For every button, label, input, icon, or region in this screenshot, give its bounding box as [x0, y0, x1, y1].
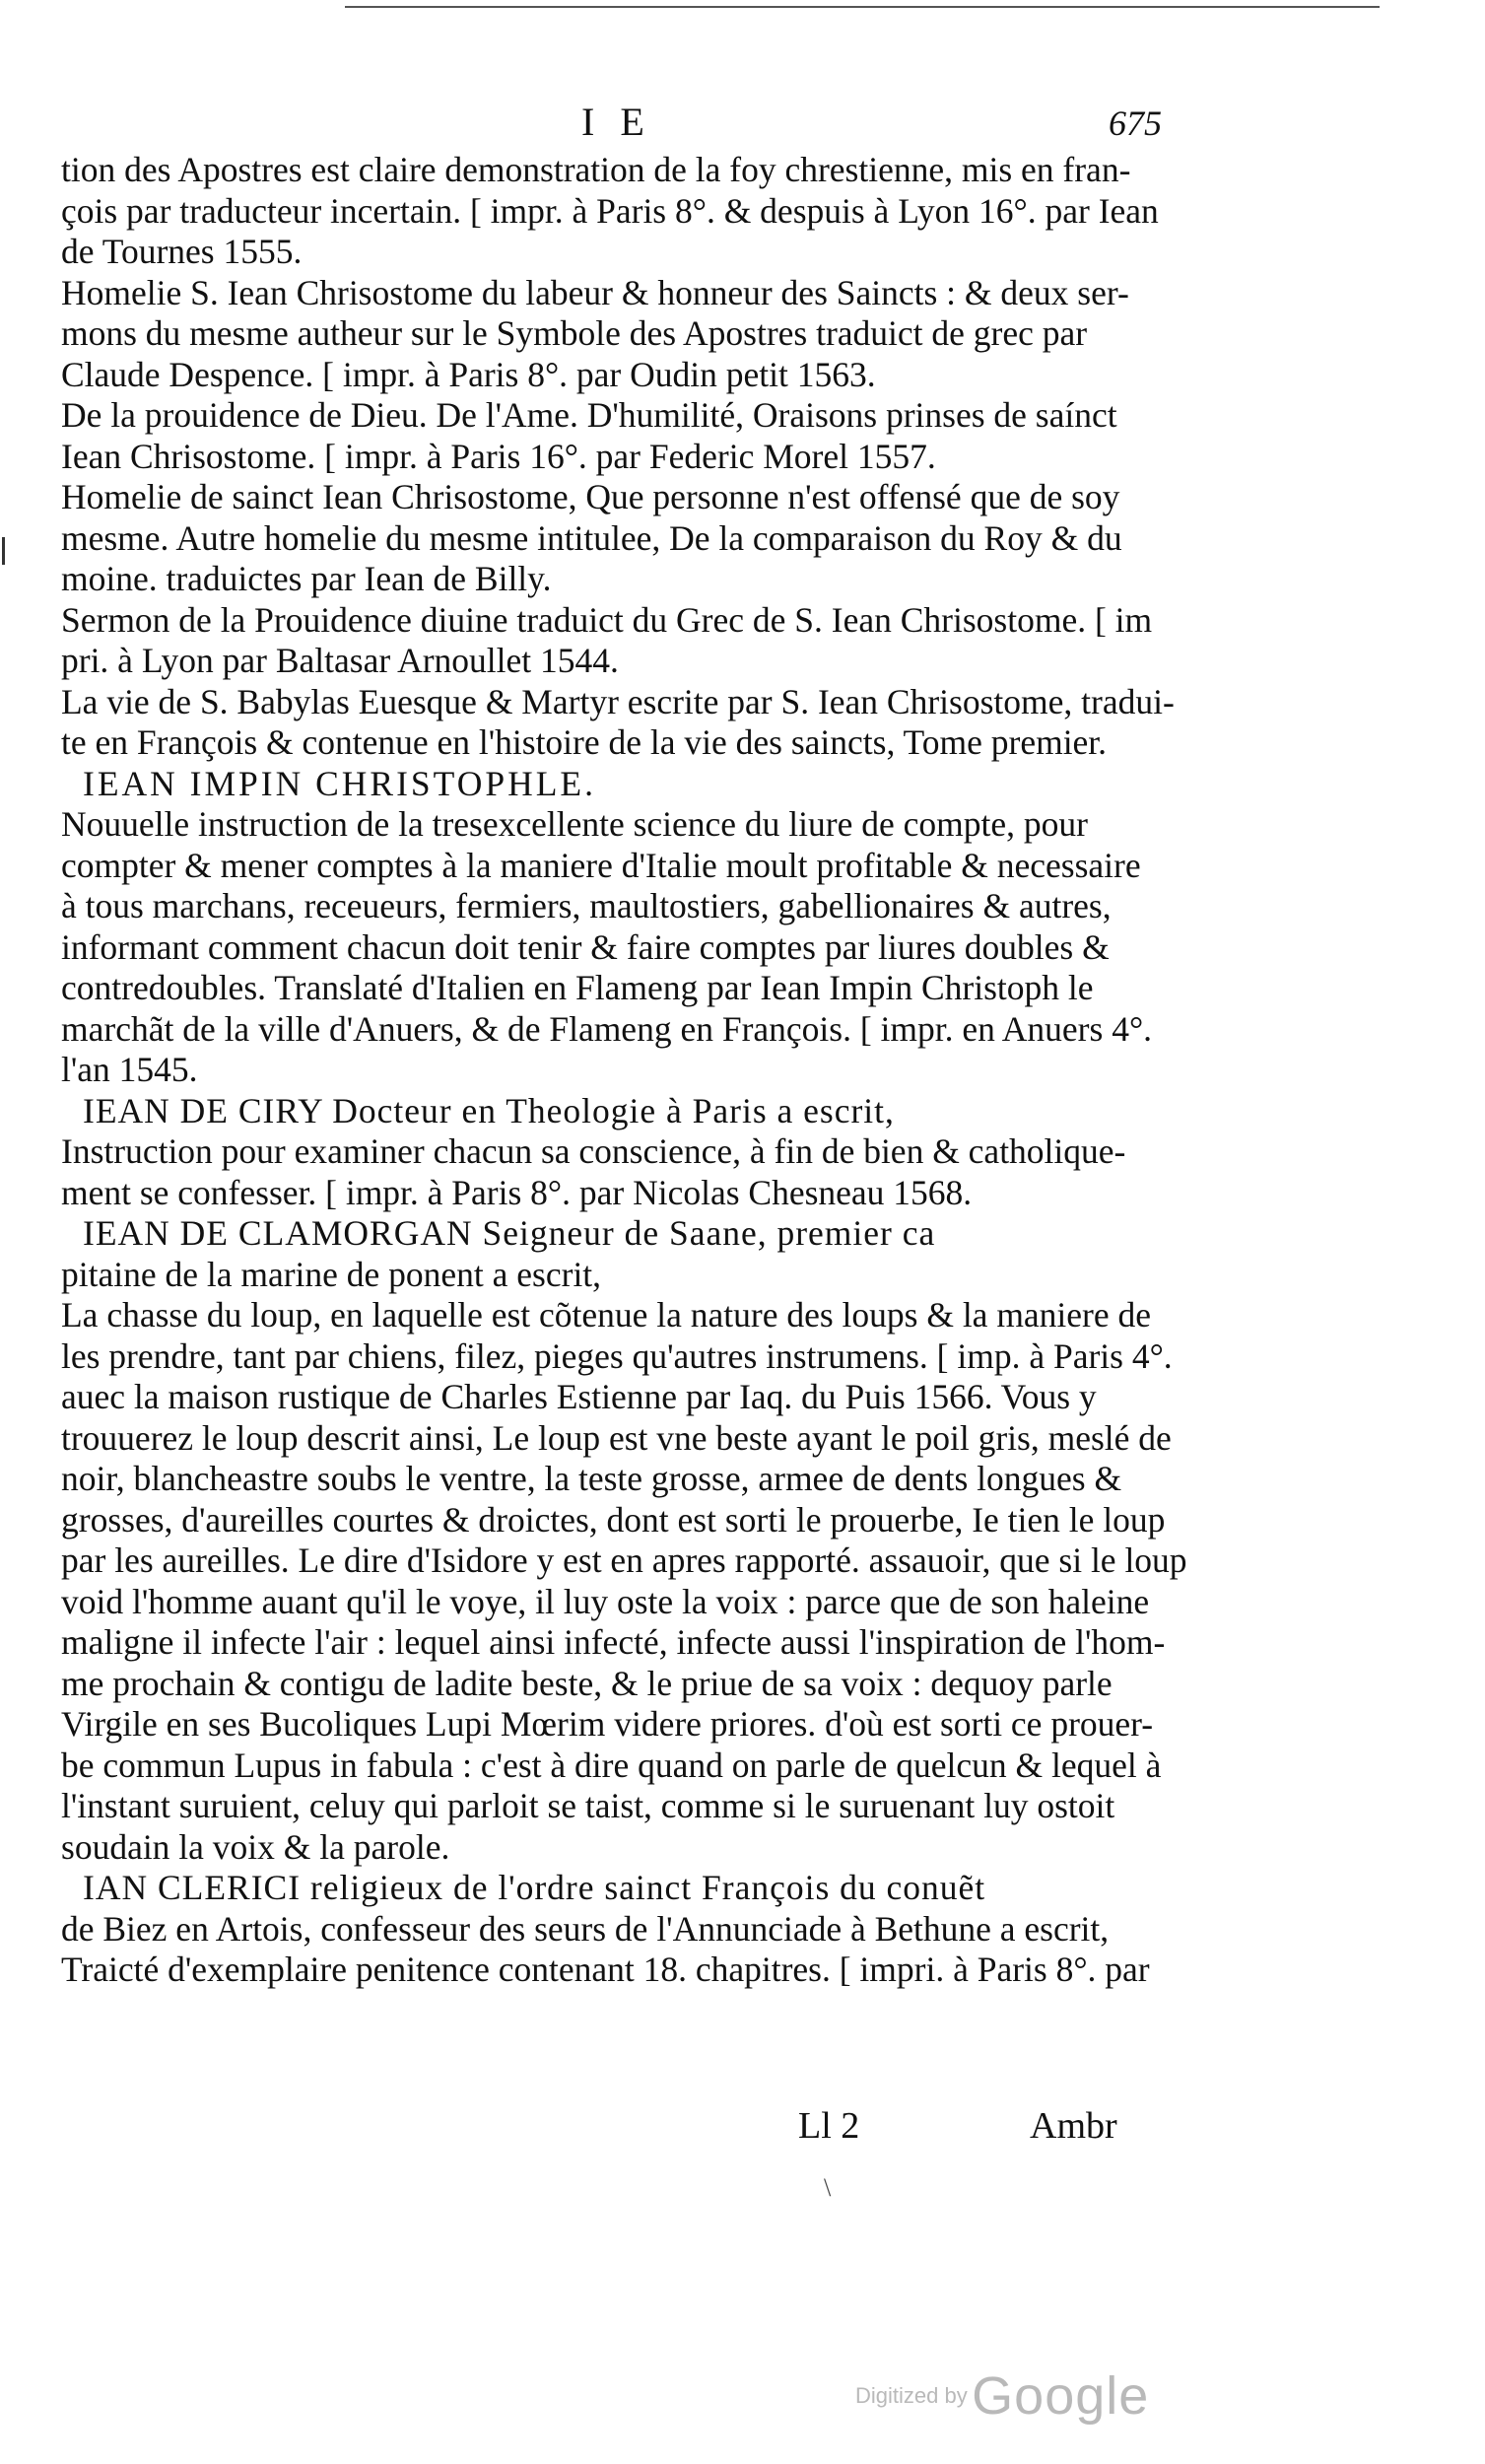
text-line: Homelie de sainct Iean Chrisostome, Que personne n'est offensé que de soy	[61, 477, 1120, 516]
text-line: de Biez en Artois, confesseur des seurs de l'Annunciade à Bethune a escrit,	[61, 1908, 1110, 1949]
text-line: pri. à Lyon par Baltasar Arnoullet 1544.	[61, 641, 619, 680]
entry-heading: IAN CLERICI religieux de l'ordre sainct François du conuẽt	[83, 1868, 986, 1907]
text-line: l'an 1545.	[61, 1050, 198, 1089]
text-line: compter & mener comptes à la maniere d'Italie moult profitable & necessaire	[61, 845, 1141, 885]
text-line: çois par traducteur incertain. [ impr. à Paris 8°. & despuis à Lyon 16°. par Iean	[61, 190, 1159, 231]
digitization-watermark	[855, 2365, 1149, 2427]
watermark-prefix: Digitized by	[855, 2383, 968, 2408]
catchword: Ambr	[1030, 2105, 1117, 2147]
text-line: mesme. Autre homelie du mesme intitulee, De la comparaison du Roy & du	[61, 517, 1122, 558]
text-line: tion des Apostres est claire demonstration de la foy chrestienne, mis en fran-	[61, 150, 1131, 189]
text-line: grosses, d'aureilles courtes & droictes, dont est sorti le prouerbe, Ie tien le loup	[61, 1499, 1166, 1540]
entry-heading: IEAN DE CIRY Docteur en Theologie à Paris a escrit,	[83, 1090, 895, 1130]
text-line: La chasse du loup, en laquelle est cõtenue la nature des loups & la maniere de	[61, 1295, 1152, 1335]
text-line: les prendre, tant par chiens, filez, pieges qu'autres instrumens. [ imp. à Paris 4°.	[61, 1335, 1173, 1376]
text-line: pitaine de la marine de ponent a escrit,	[61, 1254, 602, 1294]
gutter-mark	[2, 537, 5, 565]
text-line: mons du mesme autheur sur le Symbole des Apostres traduict de grec par	[61, 313, 1088, 353]
signature-mark: Ll 2	[798, 2105, 860, 2147]
text-line: Nouuelle instruction de la tresexcellente science du liure de compte, pour	[61, 804, 1088, 844]
text-line: La vie de S. Babylas Euesque & Martyr escrite par S. Iean Chrisostome, tradui-	[61, 681, 1175, 721]
entry-heading: IEAN DE CLAMORGAN Seigneur de Saane, premier ca	[83, 1213, 936, 1253]
text-line: informant comment chacun doit tenir & faire comptes par liures doubles &	[61, 926, 1110, 967]
text-line: auec la maison rustique de Charles Estienne par Iaq. du Puis 1566. Vous y	[61, 1377, 1097, 1416]
text-line: Virgile en ses Bucoliques Lupi Mœrim videre priores. d'où est sorti ce prouer-	[61, 1704, 1154, 1744]
text-line: contredoubles. Translaté d'Italien en Flameng par Iean Impin Christoph le	[61, 968, 1094, 1007]
text-line: trouuerez le loup descrit ainsi, Le loup est vne beste ayant le poil gris, meslé de	[61, 1417, 1172, 1458]
google-logo: Google	[972, 2366, 1150, 2426]
text-line: par les aureilles. Le dire d'Isidore y est en apres rapporté. assauoir, que si le loup	[61, 1540, 1187, 1580]
text-line: me prochain & contigu de ladite beste, & le priue de sa voix : dequoy parle	[61, 1663, 1113, 1703]
text-line: l'instant suruient, celuy qui parloit se taist, comme si le suruenant luy ostoit	[61, 1786, 1115, 1825]
text-line: te en François & contenue en l'histoire de la vie des saincts, Tome premier.	[61, 722, 1108, 762]
text-line: noir, blancheastre soubs le ventre, la teste grosse, armee de dents longues &	[61, 1459, 1122, 1498]
text-line: De la prouidence de Dieu. De l'Ame. D'humilité, Oraisons prinses de saínct	[61, 395, 1117, 435]
text-line: Sermon de la Prouidence diuine traduict du Grec de S. Iean Chrisostome. [ im	[61, 599, 1153, 640]
text-line: ment se confesser. [ impr. à Paris 8°. par Nicolas Chesneau 1568.	[61, 1172, 973, 1212]
text-line: moine. traduictes par Iean de Billy.	[61, 559, 552, 598]
text-line: maligne il infecte l'air : lequel ainsi infecté, infecte aussi l'inspiration de l'hom-	[61, 1622, 1166, 1662]
text-line: à tous marchans, receueurs, fermiers, maultostiers, gabellionaires & autres,	[61, 886, 1112, 925]
text-line: Homelie S. Iean Chrisostome du labeur & honneur des Saincts : & deux ser-	[61, 272, 1129, 312]
text-line: marchãt de la ville d'Anuers, & de Flameng en François. [ impr. en Anuers 4°.	[61, 1008, 1153, 1049]
page-number: 675	[1109, 103, 1162, 143]
text-line: soudain la voix & la parole.	[61, 1826, 450, 1867]
text-line: be commun Lupus in fabula : c'est à dire quand on parle de quelcun & lequel à	[61, 1745, 1162, 1785]
page-body	[61, 150, 1187, 1991]
text-line: Instruction pour examiner chacun sa conscience, à fin de bien & catholique-	[61, 1131, 1126, 1171]
text-line: Traicté d'exemplaire penitence contenant 18. chapitres. [ impri. à Paris 8°. par	[61, 1950, 1150, 1989]
running-head-title: I E	[581, 100, 652, 144]
text-line: Claude Despence. [ impr. à Paris 8°. par Oudin petit 1563.	[61, 354, 876, 394]
stray-mark: \	[824, 2173, 832, 2202]
text-line: de Tournes 1555.	[61, 232, 303, 271]
top-rule	[345, 6, 1380, 8]
text-line: Iean Chrisostome. [ impr. à Paris 16°. par Federic Morel 1557.	[61, 436, 936, 476]
text-line: void l'homme auant qu'il le voye, il luy oste la voix : parce que de son haleine	[61, 1581, 1150, 1621]
entry-heading: IEAN IMPIN CHRISTOPHLE.	[83, 763, 596, 803]
running-head	[0, 99, 1485, 148]
